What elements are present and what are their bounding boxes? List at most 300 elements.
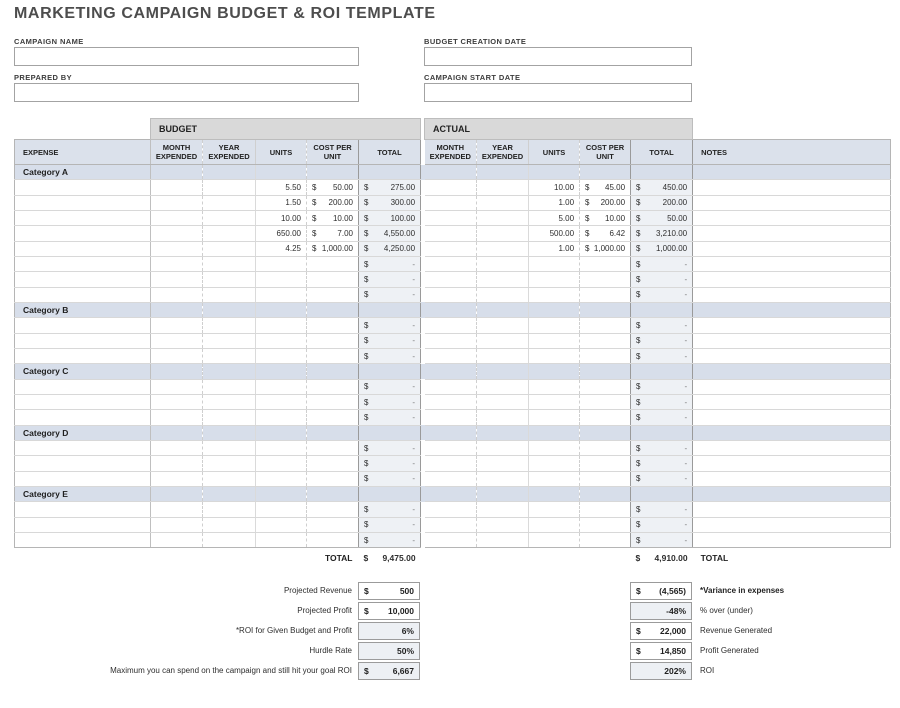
expense-row xyxy=(15,287,891,302)
currency-symbol: $ xyxy=(636,626,641,636)
notes-cell[interactable] xyxy=(693,226,891,241)
expense-cell[interactable] xyxy=(15,226,151,241)
actual-year-expended-cell[interactable] xyxy=(477,210,529,225)
category-cell xyxy=(477,364,529,379)
budget-year-expended-cell[interactable] xyxy=(203,456,256,471)
budget-units-cell[interactable] xyxy=(256,410,307,425)
category-cell xyxy=(477,425,529,440)
budget-total-cell: $ - xyxy=(359,456,421,471)
actual-month-expended-cell[interactable] xyxy=(425,379,477,394)
actual-month-expended-cell[interactable] xyxy=(425,333,477,348)
category-cell xyxy=(529,364,580,379)
category-cell xyxy=(425,364,477,379)
budget-month-expended-cell[interactable] xyxy=(151,532,203,547)
actual-year-expended-cell[interactable] xyxy=(477,256,529,271)
budget-units-cell[interactable] xyxy=(256,287,307,302)
budget-cost-per-unit-cell[interactable] xyxy=(307,517,359,532)
budget-total-cell: $ - xyxy=(359,256,421,271)
budget-month-expended-cell[interactable] xyxy=(151,272,203,287)
budget-units-cell[interactable] xyxy=(256,502,307,517)
budget-total-cell: $ - xyxy=(359,517,421,532)
summary-row xyxy=(14,601,890,621)
actual-year-expended-cell[interactable] xyxy=(477,394,529,409)
budget-cost-per-unit-cell[interactable] xyxy=(307,348,359,363)
expense-cell[interactable] xyxy=(15,195,151,210)
expense-cell[interactable] xyxy=(15,318,151,333)
prepared-by-label: PREPARED BY xyxy=(14,73,73,82)
expense-cell[interactable] xyxy=(15,532,151,547)
actual-month-expended-cell[interactable] xyxy=(425,532,477,547)
actual-year-expended-cell[interactable] xyxy=(477,180,529,195)
budget-cost-per-unit-cell[interactable] xyxy=(307,471,359,486)
budget-month-expended-cell[interactable] xyxy=(151,348,203,363)
notes-cell[interactable] xyxy=(693,456,891,471)
category-cell xyxy=(693,302,891,317)
expense-row xyxy=(15,226,891,241)
actual-units-cell[interactable] xyxy=(529,256,580,271)
expense-row xyxy=(15,517,891,532)
expense-cell[interactable] xyxy=(15,256,151,271)
budget-month-expended-cell[interactable] xyxy=(151,456,203,471)
budget-units-cell[interactable]: 10.00 xyxy=(256,210,307,225)
section-band-row xyxy=(15,119,891,140)
category-label: Category B xyxy=(15,302,151,317)
expense-cell[interactable] xyxy=(15,348,151,363)
budget-cost-per-unit-cell[interactable]: $ 10.00 xyxy=(307,210,359,225)
actual-units-cell[interactable] xyxy=(529,517,580,532)
expense-cell[interactable] xyxy=(15,210,151,225)
notes-cell[interactable] xyxy=(693,502,891,517)
budget-cost-per-unit-cell[interactable] xyxy=(307,379,359,394)
budget-month-expended-cell[interactable] xyxy=(151,180,203,195)
notes-cell[interactable] xyxy=(693,210,891,225)
budget-month-expended-cell[interactable] xyxy=(151,318,203,333)
actual-units-cell[interactable]: 1.00 xyxy=(529,195,580,210)
actual-cost-per-unit-header: COST PER UNIT xyxy=(580,140,631,165)
budget-year-expended-cell[interactable] xyxy=(203,348,256,363)
actual-units-cell[interactable] xyxy=(529,502,580,517)
actual-month-expended-cell[interactable] xyxy=(425,318,477,333)
budget-total-cell: $ - xyxy=(359,394,421,409)
campaign-start-date-label: CAMPAIGN START DATE xyxy=(424,73,521,82)
actual-month-expended-cell[interactable] xyxy=(425,394,477,409)
projected-profit-value[interactable] xyxy=(358,602,420,620)
actual-month-expended-header: MONTH EXPENDED xyxy=(425,140,477,165)
expense-cell[interactable] xyxy=(15,440,151,455)
budget-units-cell[interactable] xyxy=(256,333,307,348)
actual-cost-per-unit-cell[interactable] xyxy=(580,517,631,532)
notes-cell[interactable] xyxy=(693,379,891,394)
budget-month-expended-cell[interactable] xyxy=(151,241,203,256)
budget-cost-per-unit-cell[interactable]: $ 50.00 xyxy=(307,180,359,195)
actual-total-cell: $ 50.00 xyxy=(631,210,693,225)
currency-symbol: $ xyxy=(636,586,641,596)
value-text: 14,850 xyxy=(660,646,686,656)
budget-month-expended-cell[interactable] xyxy=(151,210,203,225)
budget-year-expended-cell[interactable] xyxy=(203,532,256,547)
actual-cost-per-unit-cell[interactable] xyxy=(580,256,631,271)
variance-in-expenses-label: *Variance in expenses xyxy=(700,586,785,595)
actual-year-expended-cell[interactable] xyxy=(477,195,529,210)
value-text: (4,565) xyxy=(659,586,686,596)
budget-month-expended-cell[interactable] xyxy=(151,410,203,425)
budget-total-cell: $ - xyxy=(359,287,421,302)
notes-cell[interactable] xyxy=(693,532,891,547)
budget-creation-date-input[interactable] xyxy=(424,47,692,66)
budget-month-expended-cell[interactable] xyxy=(151,440,203,455)
expense-row xyxy=(15,471,891,486)
actual-year-expended-cell[interactable] xyxy=(477,318,529,333)
budget-year-expended-cell[interactable] xyxy=(203,333,256,348)
category-cell xyxy=(359,425,421,440)
actual-units-cell[interactable]: 5.00 xyxy=(529,210,580,225)
budget-units-cell[interactable] xyxy=(256,348,307,363)
actual-year-expended-cell[interactable] xyxy=(477,517,529,532)
actual-units-cell[interactable] xyxy=(529,532,580,547)
actual-cost-per-unit-cell[interactable] xyxy=(580,287,631,302)
budget-units-cell[interactable] xyxy=(256,517,307,532)
budget-cost-per-unit-cell[interactable] xyxy=(307,318,359,333)
actual-units-cell[interactable] xyxy=(529,456,580,471)
actual-year-expended-cell[interactable] xyxy=(477,502,529,517)
budget-year-expended-cell[interactable] xyxy=(203,502,256,517)
budget-units-cell[interactable] xyxy=(256,272,307,287)
budget-cost-per-unit-cell[interactable] xyxy=(307,287,359,302)
category-cell xyxy=(359,364,421,379)
expense-cell[interactable] xyxy=(15,272,151,287)
actual-cost-per-unit-cell[interactable] xyxy=(580,502,631,517)
actual-month-expended-cell[interactable] xyxy=(425,226,477,241)
campaign-start-date-input[interactable] xyxy=(424,83,692,102)
category-cell xyxy=(477,302,529,317)
actual-cost-per-unit-cell[interactable]: $ 10.00 xyxy=(580,210,631,225)
expense-cell[interactable] xyxy=(15,471,151,486)
campaign-name-input[interactable] xyxy=(14,47,359,66)
value-text: -48% xyxy=(666,606,686,616)
expense-row xyxy=(15,456,891,471)
category-cell xyxy=(359,486,421,501)
actual-cost-per-unit-cell[interactable] xyxy=(580,394,631,409)
actual-cost-per-unit-cell[interactable]: $ 200.00 xyxy=(580,195,631,210)
budget-total-cell: $ - xyxy=(359,410,421,425)
category-cell xyxy=(631,165,693,180)
actual-year-expended-cell[interactable] xyxy=(477,241,529,256)
max-spend-label: Maximum you can spend on the campaign and still hit your goal ROI xyxy=(110,666,352,675)
actual-units-cell[interactable] xyxy=(529,394,580,409)
actual-total-cell: $ - xyxy=(631,272,693,287)
actual-cost-per-unit-cell[interactable] xyxy=(580,471,631,486)
actual-total-cell: $ - xyxy=(631,440,693,455)
budget-cost-per-unit-cell[interactable] xyxy=(307,333,359,348)
budget-year-expended-cell[interactable] xyxy=(203,241,256,256)
category-cell xyxy=(307,165,359,180)
actual-units-cell[interactable] xyxy=(529,333,580,348)
value-text: 50% xyxy=(396,646,414,656)
budget-month-expended-cell[interactable] xyxy=(151,256,203,271)
notes-cell[interactable] xyxy=(693,318,891,333)
value-text: 10,000 xyxy=(388,606,414,616)
budget-cost-per-unit-cell[interactable] xyxy=(307,410,359,425)
actual-cost-per-unit-cell[interactable] xyxy=(580,272,631,287)
actual-month-expended-cell[interactable] xyxy=(425,456,477,471)
actual-cost-per-unit-cell[interactable]: $ 1,000.00 xyxy=(580,241,631,256)
notes-cell[interactable] xyxy=(693,287,891,302)
notes-cell[interactable] xyxy=(693,180,891,195)
actual-month-expended-cell[interactable] xyxy=(425,272,477,287)
actual-units-cell[interactable] xyxy=(529,272,580,287)
category-cell xyxy=(580,364,631,379)
budget-units-cell[interactable]: 1.50 xyxy=(256,195,307,210)
budget-month-expended-cell[interactable] xyxy=(151,287,203,302)
notes-cell[interactable] xyxy=(693,333,891,348)
expense-row xyxy=(15,502,891,517)
budget-cost-per-unit-cell[interactable] xyxy=(307,456,359,471)
actual-total-cell: $ - xyxy=(631,456,693,471)
actual-units-cell[interactable] xyxy=(529,410,580,425)
budget-month-expended-cell[interactable] xyxy=(151,333,203,348)
budget-cost-per-unit-cell[interactable] xyxy=(307,256,359,271)
budget-total-header: TOTAL xyxy=(359,140,421,165)
currency-symbol: $ xyxy=(364,666,369,676)
actual-year-expended-cell[interactable] xyxy=(477,379,529,394)
actual-cost-per-unit-cell[interactable] xyxy=(580,348,631,363)
notes-cell[interactable] xyxy=(693,195,891,210)
value-text: 202% xyxy=(664,666,686,676)
budget-year-expended-cell[interactable] xyxy=(203,394,256,409)
actual-month-expended-cell[interactable] xyxy=(425,180,477,195)
notes-cell[interactable] xyxy=(693,272,891,287)
actual-units-cell[interactable] xyxy=(529,440,580,455)
budget-cost-per-unit-cell[interactable] xyxy=(307,502,359,517)
expense-row xyxy=(15,210,891,225)
category-cell xyxy=(151,302,203,317)
actual-cost-per-unit-cell[interactable] xyxy=(580,410,631,425)
actual-month-expended-cell[interactable] xyxy=(425,287,477,302)
budget-units-cell[interactable] xyxy=(256,256,307,271)
projected-profit-label: Projected Profit xyxy=(297,606,352,615)
budget-units-cell[interactable]: 5.50 xyxy=(256,180,307,195)
budget-total-cell: $ - xyxy=(359,348,421,363)
actual-units-cell[interactable] xyxy=(529,379,580,394)
expense-cell[interactable] xyxy=(15,394,151,409)
prepared-by-input[interactable] xyxy=(14,83,359,102)
actual-units-cell[interactable] xyxy=(529,471,580,486)
budget-year-expended-cell[interactable] xyxy=(203,226,256,241)
category-cell xyxy=(631,425,693,440)
actual-total-cell: $ - xyxy=(631,502,693,517)
actual-units-cell[interactable] xyxy=(529,287,580,302)
budget-cost-per-unit-cell[interactable]: $ 200.00 xyxy=(307,195,359,210)
budget-month-expended-cell[interactable] xyxy=(151,195,203,210)
category-cell xyxy=(425,425,477,440)
actual-total-cell: $ 3,210.00 xyxy=(631,226,693,241)
actual-year-expended-cell[interactable] xyxy=(477,532,529,547)
actual-units-cell[interactable]: 10.00 xyxy=(529,180,580,195)
budget-units-cell[interactable] xyxy=(256,379,307,394)
notes-cell[interactable] xyxy=(693,517,891,532)
actual-year-expended-cell[interactable] xyxy=(477,287,529,302)
category-cell xyxy=(631,486,693,501)
notes-cell[interactable] xyxy=(693,348,891,363)
actual-total-cell: $ 200.00 xyxy=(631,195,693,210)
actual-cost-per-unit-cell[interactable] xyxy=(580,333,631,348)
budget-total-cell: $ - xyxy=(359,532,421,547)
budget-cost-per-unit-cell[interactable] xyxy=(307,532,359,547)
notes-cell[interactable] xyxy=(693,394,891,409)
budget-year-expended-cell[interactable] xyxy=(203,272,256,287)
actual-month-expended-cell[interactable] xyxy=(425,471,477,486)
budget-month-expended-cell[interactable] xyxy=(151,471,203,486)
revenue-generated-value xyxy=(630,622,692,640)
expense-cell[interactable] xyxy=(15,410,151,425)
category-cell xyxy=(203,165,256,180)
budget-units-cell[interactable]: 650.00 xyxy=(256,226,307,241)
category-cell xyxy=(580,165,631,180)
actual-total-cell: $ - xyxy=(631,379,693,394)
projected-revenue-value[interactable] xyxy=(358,582,420,600)
budget-year-expended-cell[interactable] xyxy=(203,440,256,455)
grand-total-row xyxy=(15,548,891,568)
expense-cell[interactable] xyxy=(15,456,151,471)
category-row xyxy=(15,486,891,501)
actual-cost-per-unit-cell[interactable] xyxy=(580,532,631,547)
expense-row xyxy=(15,394,891,409)
actual-units-cell[interactable]: 500.00 xyxy=(529,226,580,241)
roi-for-budget-label: *ROI for Given Budget and Profit xyxy=(235,626,352,635)
category-cell xyxy=(151,425,203,440)
budget-cost-per-unit-cell[interactable]: $ 7.00 xyxy=(307,226,359,241)
budget-month-expended-cell[interactable] xyxy=(151,517,203,532)
actual-cost-per-unit-cell[interactable]: $ 6.42 xyxy=(580,226,631,241)
budget-total-cell: $ 275.00 xyxy=(359,180,421,195)
actual-month-expended-cell[interactable] xyxy=(425,195,477,210)
category-cell xyxy=(529,302,580,317)
expense-row xyxy=(15,333,891,348)
budget-year-expended-cell[interactable] xyxy=(203,210,256,225)
budget-total-cell: $ - xyxy=(359,318,421,333)
page-title: MARKETING CAMPAIGN BUDGET & ROI TEMPLATE xyxy=(14,5,436,22)
budget-units-cell[interactable] xyxy=(256,471,307,486)
actual-year-expended-cell[interactable] xyxy=(477,226,529,241)
expense-cell[interactable] xyxy=(15,502,151,517)
band-spacer xyxy=(693,119,891,140)
budget-month-expended-cell[interactable] xyxy=(151,502,203,517)
category-cell xyxy=(203,486,256,501)
budget-month-expended-cell[interactable] xyxy=(151,226,203,241)
actual-year-expended-cell[interactable] xyxy=(477,440,529,455)
actual-year-expended-cell[interactable] xyxy=(477,348,529,363)
actual-total-cell: $ - xyxy=(631,318,693,333)
actual-year-expended-cell[interactable] xyxy=(477,471,529,486)
actual-month-expended-cell[interactable] xyxy=(425,440,477,455)
budget-year-expended-cell[interactable] xyxy=(203,256,256,271)
budget-units-cell[interactable] xyxy=(256,440,307,455)
actual-year-expended-cell[interactable] xyxy=(477,333,529,348)
actual-units-cell[interactable] xyxy=(529,348,580,363)
budget-units-cell[interactable] xyxy=(256,318,307,333)
actual-cost-per-unit-cell[interactable] xyxy=(580,456,631,471)
category-label: Category D xyxy=(15,425,151,440)
notes-column-header: NOTES xyxy=(693,140,891,165)
budget-month-expended-cell[interactable] xyxy=(151,379,203,394)
actual-year-expended-cell[interactable] xyxy=(477,410,529,425)
budget-year-expended-cell[interactable] xyxy=(203,195,256,210)
actual-cost-per-unit-cell[interactable]: $ 45.00 xyxy=(580,180,631,195)
actual-month-expended-cell[interactable] xyxy=(425,241,477,256)
budget-total-cell: $ - xyxy=(359,471,421,486)
currency-symbol: $ xyxy=(364,586,369,596)
expense-row xyxy=(15,272,891,287)
actual-units-header: UNITS xyxy=(529,140,580,165)
budget-year-expended-cell[interactable] xyxy=(203,180,256,195)
actual-month-expended-cell[interactable] xyxy=(425,256,477,271)
budget-year-expended-cell[interactable] xyxy=(203,318,256,333)
actual-year-expended-cell[interactable] xyxy=(477,272,529,287)
category-row xyxy=(15,165,891,180)
actual-month-expended-cell[interactable] xyxy=(425,410,477,425)
expense-cell[interactable] xyxy=(15,241,151,256)
budget-cost-per-unit-cell[interactable]: $ 1,000.00 xyxy=(307,241,359,256)
expense-cell[interactable] xyxy=(15,379,151,394)
budget-cost-per-unit-cell[interactable] xyxy=(307,272,359,287)
budget-total-cell: $ 300.00 xyxy=(359,195,421,210)
actual-month-expended-cell[interactable] xyxy=(425,517,477,532)
budget-cost-per-unit-cell[interactable] xyxy=(307,394,359,409)
expense-cell[interactable] xyxy=(15,517,151,532)
actual-month-expended-cell[interactable] xyxy=(425,348,477,363)
notes-cell[interactable] xyxy=(693,440,891,455)
budget-units-cell[interactable] xyxy=(256,532,307,547)
category-cell xyxy=(203,302,256,317)
actual-cost-per-unit-cell[interactable] xyxy=(580,440,631,455)
budget-units-cell[interactable]: 4.25 xyxy=(256,241,307,256)
notes-cell[interactable] xyxy=(693,241,891,256)
actual-units-cell[interactable] xyxy=(529,318,580,333)
grand-total-spacer xyxy=(425,548,631,568)
budget-cost-per-unit-cell[interactable] xyxy=(307,440,359,455)
budget-month-expended-cell[interactable] xyxy=(151,394,203,409)
notes-cell[interactable] xyxy=(693,471,891,486)
actual-cost-per-unit-cell[interactable] xyxy=(580,379,631,394)
expense-cell[interactable] xyxy=(15,333,151,348)
notes-cell[interactable] xyxy=(693,256,891,271)
expense-cell[interactable] xyxy=(15,180,151,195)
budget-units-cell[interactable] xyxy=(256,456,307,471)
budget-section-header: BUDGET xyxy=(151,119,421,140)
summary-row xyxy=(14,641,890,661)
budget-year-expended-cell[interactable] xyxy=(203,379,256,394)
budget-total-cell: $ 4,250.00 xyxy=(359,241,421,256)
budget-year-expended-cell[interactable] xyxy=(203,471,256,486)
category-cell xyxy=(580,425,631,440)
actual-total-cell: $ - xyxy=(631,471,693,486)
expense-cell[interactable] xyxy=(15,287,151,302)
actual-units-cell[interactable]: 1.00 xyxy=(529,241,580,256)
category-cell xyxy=(359,302,421,317)
actual-month-expended-cell[interactable] xyxy=(425,502,477,517)
budget-year-expended-cell[interactable] xyxy=(203,287,256,302)
actual-month-expended-cell[interactable] xyxy=(425,210,477,225)
actual-year-expended-cell[interactable] xyxy=(477,456,529,471)
actual-total-cell: $ 1,000.00 xyxy=(631,241,693,256)
budget-year-expended-cell[interactable] xyxy=(203,410,256,425)
budget-year-expended-cell[interactable] xyxy=(203,517,256,532)
notes-cell[interactable] xyxy=(693,410,891,425)
expense-row xyxy=(15,348,891,363)
expense-row xyxy=(15,241,891,256)
actual-cost-per-unit-cell[interactable] xyxy=(580,318,631,333)
budget-units-cell[interactable] xyxy=(256,394,307,409)
